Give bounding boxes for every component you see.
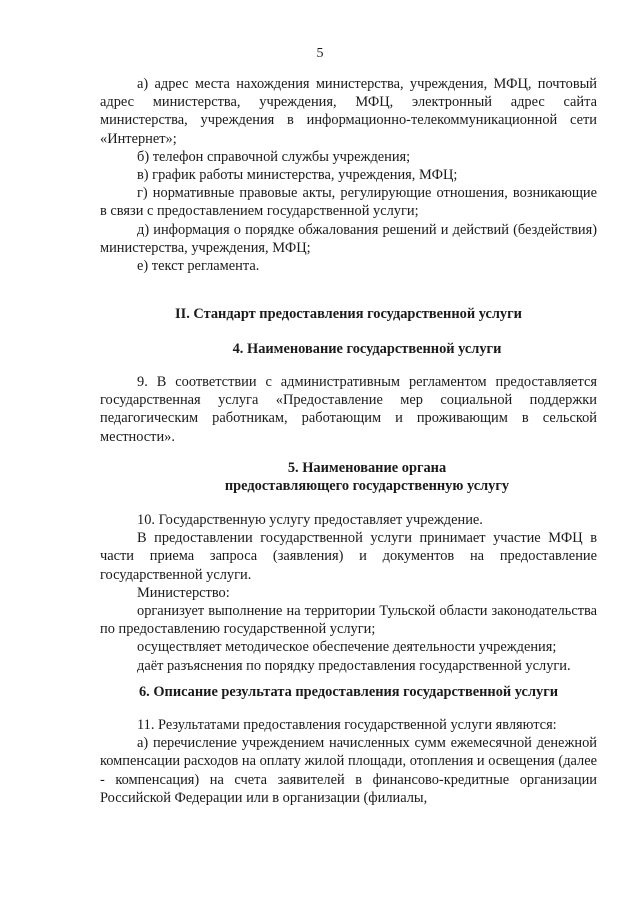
- paragraph: организует выполнение на территории Тульской области законодательства по предоставлению государственной услуги;: [100, 603, 597, 638]
- paragraph: 10. Государственную услугу предоставляет учреждение.: [137, 512, 483, 528]
- list-item: в) график работы министерства, учреждения, МФЦ;: [137, 167, 458, 184]
- section-6-body: [100, 716, 597, 807]
- paragraph: 9. В соответствии с административным регламентом предоставляется государственная услуга «Предоставление мер социальной поддержки педагогическим работникам, работающим и проживающим в сельской местности».: [100, 374, 597, 445]
- heading-line: 5. Наименование органа: [287, 460, 447, 476]
- list-item: б) телефон справочной службы учреждения;: [137, 148, 411, 165]
- heading-line: предоставляющего государственную услугу: [224, 478, 510, 495]
- paragraph: В предоставлении государственной услуги принимает участие МФЦ в части приема запроса (заявления) и документов на предоставление государственной услуги.: [100, 530, 597, 583]
- list-item: д) информация о порядке обжалования решений и действий (бездействия) министерства, учреждения, МФЦ;: [100, 221, 597, 256]
- section-heading-4: 4. Наименование государственной услуги: [232, 341, 502, 357]
- info-list: [100, 75, 597, 275]
- list-item: е) текст регламента.: [137, 258, 260, 275]
- paragraph: осуществляет методическое обеспечение деятельности учреждения;: [137, 639, 557, 656]
- paragraph: Министерство:: [137, 584, 230, 601]
- section-heading-5: [137, 459, 597, 495]
- paragraph: 11. Результатами предоставления государственной услуги являются:: [137, 717, 557, 733]
- list-item: а) адрес места нахождения министерства, учреждения, МФЦ, почтовый адрес министерства, учреждения, МФЦ, электронный адрес сайта министерства, учреждения в информационно-телекоммуникационной сети «Интернет»;: [100, 76, 597, 147]
- section-heading-2: II. Стандарт предоставления государственной услуги: [175, 306, 522, 322]
- section-5-body: [100, 511, 597, 675]
- paragraph: а) перечисление учреждением начисленных сумм ежемесячной денежной компенсации расходов на оплату жилой площади, отопления и освещения (далее - компенсация) на счета заявителей в финансово-кредитные организации Российской Федерации или в организации (филиалы,: [100, 735, 597, 806]
- section-heading-6: 6. Описание результата предоставления государственной услуги: [138, 684, 559, 700]
- page-number: 5: [316, 46, 324, 61]
- paragraph: даёт разъяснения по порядку предоставления государственной услуги.: [137, 657, 571, 674]
- list-item: г) нормативные правовые акты, регулирующие отношения, возникающие в связи с предоставлением государственной услуги;: [100, 185, 597, 220]
- section-4-body: [100, 373, 597, 446]
